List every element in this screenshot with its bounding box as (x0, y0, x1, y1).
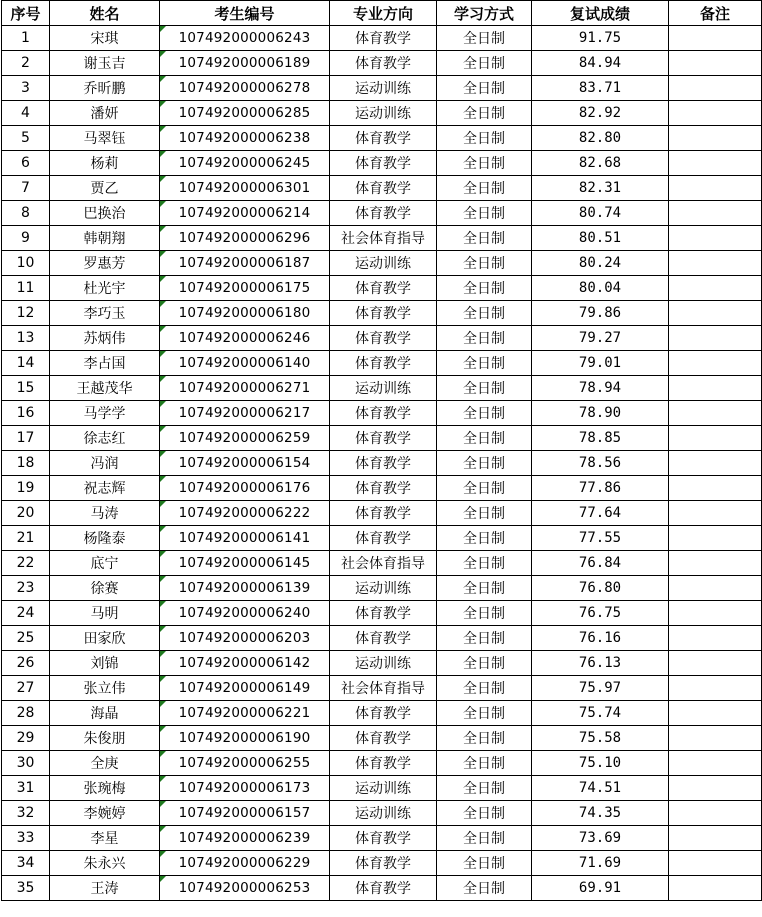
header-study-mode: 学习方式 (437, 1, 532, 26)
cell-remark[interactable] (669, 426, 762, 451)
cell-study-mode[interactable]: 全日制 (437, 726, 532, 751)
cell-major[interactable]: 运动训练 (330, 76, 437, 101)
cell-exam-no[interactable]: 107492000006139 (160, 576, 330, 601)
cell-index[interactable]: 29 (2, 726, 50, 751)
cell-major[interactable]: 体育教学 (330, 201, 437, 226)
cell-index[interactable]: 16 (2, 401, 50, 426)
cell-exam-no[interactable]: 107492000006157 (160, 801, 330, 826)
cell-exam-no[interactable]: 107492000006255 (160, 751, 330, 776)
cell-remark[interactable] (669, 401, 762, 426)
cell-index[interactable]: 32 (2, 801, 50, 826)
cell-score[interactable]: 75.10 (532, 751, 669, 776)
cell-major[interactable]: 运动训练 (330, 376, 437, 401)
table-row (2, 76, 762, 101)
table-row (2, 26, 762, 51)
cell-remark[interactable] (669, 451, 762, 476)
table-row (2, 351, 762, 376)
cell-name[interactable]: 罗惠芳 (50, 251, 160, 276)
table-row (2, 701, 762, 726)
cell-exam-no[interactable]: 107492000006278 (160, 76, 330, 101)
table-row (2, 126, 762, 151)
cell-name[interactable]: 底宁 (50, 551, 160, 576)
cell-major[interactable]: 体育教学 (330, 426, 437, 451)
cell-remark[interactable] (669, 576, 762, 601)
cell-study-mode[interactable]: 全日制 (437, 201, 532, 226)
cell-score[interactable]: 76.13 (532, 651, 669, 676)
cell-study-mode[interactable]: 全日制 (437, 26, 532, 51)
cell-study-mode[interactable]: 全日制 (437, 276, 532, 301)
cell-major[interactable]: 体育教学 (330, 476, 437, 501)
cell-index[interactable]: 9 (2, 226, 50, 251)
cell-index[interactable]: 31 (2, 776, 50, 801)
table-row (2, 426, 762, 451)
cell-major[interactable]: 体育教学 (330, 601, 437, 626)
cell-exam-no[interactable]: 107492000006214 (160, 201, 330, 226)
table-row (2, 451, 762, 476)
cell-major[interactable]: 体育教学 (330, 301, 437, 326)
cell-remark[interactable] (669, 51, 762, 76)
cell-exam-no[interactable]: 107492000006229 (160, 851, 330, 876)
cell-index[interactable]: 14 (2, 351, 50, 376)
cell-remark[interactable] (669, 751, 762, 776)
cell-score[interactable]: 91.75 (532, 26, 669, 51)
cell-exam-no[interactable]: 107492000006187 (160, 251, 330, 276)
cell-score[interactable]: 79.01 (532, 351, 669, 376)
cell-name[interactable]: 宋琪 (50, 26, 160, 51)
cell-index[interactable]: 17 (2, 426, 50, 451)
cell-major[interactable]: 体育教学 (330, 51, 437, 76)
cell-index[interactable]: 10 (2, 251, 50, 276)
cell-remark[interactable] (669, 26, 762, 51)
table-row (2, 326, 762, 351)
cell-major[interactable]: 体育教学 (330, 751, 437, 776)
cell-major[interactable]: 体育教学 (330, 151, 437, 176)
cell-exam-no[interactable]: 107492000006240 (160, 601, 330, 626)
cell-study-mode[interactable]: 全日制 (437, 51, 532, 76)
cell-major[interactable]: 运动训练 (330, 576, 437, 601)
table-row (2, 176, 762, 201)
cell-score[interactable]: 80.04 (532, 276, 669, 301)
header-major: 专业方向 (330, 1, 437, 26)
cell-index[interactable]: 35 (2, 876, 50, 901)
cell-study-mode[interactable]: 全日制 (437, 776, 532, 801)
cell-index[interactable]: 13 (2, 326, 50, 351)
cell-major[interactable]: 体育教学 (330, 401, 437, 426)
cell-exam-no[interactable]: 107492000006296 (160, 226, 330, 251)
cell-remark[interactable] (669, 176, 762, 201)
cell-index[interactable]: 7 (2, 176, 50, 201)
table-row (2, 776, 762, 801)
cell-exam-no[interactable]: 107492000006243 (160, 26, 330, 51)
cell-remark[interactable] (669, 76, 762, 101)
cell-exam-no[interactable]: 107492000006180 (160, 301, 330, 326)
cell-score[interactable]: 75.58 (532, 726, 669, 751)
table-row (2, 151, 762, 176)
cell-name[interactable]: 乔昕鹏 (50, 76, 160, 101)
table-row (2, 376, 762, 401)
cell-score[interactable]: 75.74 (532, 701, 669, 726)
table-row (2, 526, 762, 551)
cell-remark[interactable] (669, 801, 762, 826)
cell-exam-no[interactable]: 107492000006141 (160, 526, 330, 551)
cell-remark[interactable] (669, 851, 762, 876)
cell-major[interactable]: 体育教学 (330, 276, 437, 301)
cell-remark[interactable] (669, 151, 762, 176)
table-row (2, 851, 762, 876)
cell-score[interactable]: 80.24 (532, 251, 669, 276)
cell-index[interactable]: 25 (2, 626, 50, 651)
cell-score[interactable]: 74.35 (532, 801, 669, 826)
cell-index[interactable]: 34 (2, 851, 50, 876)
header-exam-no: 考生编号 (160, 1, 330, 26)
cell-exam-no[interactable]: 107492000006176 (160, 476, 330, 501)
cell-exam-no[interactable]: 107492000006145 (160, 551, 330, 576)
cell-study-mode[interactable]: 全日制 (437, 826, 532, 851)
cell-exam-no[interactable]: 107492000006238 (160, 126, 330, 151)
cell-remark[interactable] (669, 226, 762, 251)
cell-index[interactable]: 28 (2, 701, 50, 726)
cell-remark[interactable] (669, 726, 762, 751)
cell-score[interactable]: 80.74 (532, 201, 669, 226)
cell-study-mode[interactable]: 全日制 (437, 601, 532, 626)
cell-name[interactable]: 李婉婷 (50, 801, 160, 826)
cell-exam-no[interactable]: 107492000006217 (160, 401, 330, 426)
cell-score[interactable]: 79.27 (532, 326, 669, 351)
table-row (2, 276, 762, 301)
cell-name[interactable]: 杨莉 (50, 151, 160, 176)
cell-remark[interactable] (669, 826, 762, 851)
cell-remark[interactable] (669, 601, 762, 626)
table-row (2, 501, 762, 526)
cell-study-mode[interactable]: 全日制 (437, 626, 532, 651)
cell-remark[interactable] (669, 101, 762, 126)
cell-index[interactable]: 26 (2, 651, 50, 676)
cell-study-mode[interactable]: 全日制 (437, 501, 532, 526)
cell-name[interactable]: 全庚 (50, 751, 160, 776)
cell-index[interactable]: 18 (2, 451, 50, 476)
cell-remark[interactable] (669, 251, 762, 276)
cell-major[interactable]: 体育教学 (330, 351, 437, 376)
cell-exam-no[interactable]: 107492000006140 (160, 351, 330, 376)
table-row (2, 476, 762, 501)
cell-study-mode[interactable]: 全日制 (437, 326, 532, 351)
cell-major[interactable]: 体育教学 (330, 851, 437, 876)
table-body (2, 26, 762, 901)
cell-remark[interactable] (669, 126, 762, 151)
cell-name[interactable]: 张琬梅 (50, 776, 160, 801)
cell-exam-no[interactable]: 107492000006173 (160, 776, 330, 801)
cell-major[interactable]: 体育教学 (330, 26, 437, 51)
cell-score[interactable]: 79.86 (532, 301, 669, 326)
cell-study-mode[interactable]: 全日制 (437, 101, 532, 126)
cell-exam-no[interactable]: 107492000006189 (160, 51, 330, 76)
cell-index[interactable]: 20 (2, 501, 50, 526)
cell-score[interactable]: 77.86 (532, 476, 669, 501)
cell-remark[interactable] (669, 326, 762, 351)
header-remark: 备注 (669, 1, 762, 26)
cell-study-mode[interactable]: 全日制 (437, 226, 532, 251)
cell-study-mode[interactable]: 全日制 (437, 651, 532, 676)
cell-name[interactable]: 田家欣 (50, 626, 160, 651)
cell-index[interactable]: 19 (2, 476, 50, 501)
cell-index[interactable]: 8 (2, 201, 50, 226)
cell-name[interactable]: 潘妍 (50, 101, 160, 126)
cell-index[interactable]: 33 (2, 826, 50, 851)
cell-study-mode[interactable]: 全日制 (437, 376, 532, 401)
cell-name[interactable]: 王涛 (50, 876, 160, 901)
table-row (2, 51, 762, 76)
cell-name[interactable]: 徐赛 (50, 576, 160, 601)
cell-name[interactable]: 谢玉吉 (50, 51, 160, 76)
header-name: 姓名 (50, 1, 160, 26)
cell-index[interactable]: 23 (2, 576, 50, 601)
table-row (2, 601, 762, 626)
cell-exam-no[interactable]: 107492000006259 (160, 426, 330, 451)
cell-study-mode[interactable]: 全日制 (437, 426, 532, 451)
cell-major[interactable]: 体育教学 (330, 726, 437, 751)
cell-remark[interactable] (669, 701, 762, 726)
cell-study-mode[interactable]: 全日制 (437, 251, 532, 276)
cell-index[interactable]: 22 (2, 551, 50, 576)
table-row (2, 801, 762, 826)
table-row (2, 676, 762, 701)
table-row (2, 651, 762, 676)
cell-score[interactable]: 76.16 (532, 626, 669, 651)
cell-score[interactable]: 76.84 (532, 551, 669, 576)
cell-name[interactable]: 张立伟 (50, 676, 160, 701)
cell-study-mode[interactable]: 全日制 (437, 351, 532, 376)
cell-exam-no[interactable]: 107492000006301 (160, 176, 330, 201)
cell-major[interactable]: 社会体育指导 (330, 226, 437, 251)
table-row (2, 251, 762, 276)
cell-major[interactable]: 体育教学 (330, 526, 437, 551)
cell-name[interactable]: 马明 (50, 601, 160, 626)
cell-name[interactable]: 海晶 (50, 701, 160, 726)
cell-study-mode[interactable]: 全日制 (437, 551, 532, 576)
cell-remark[interactable] (669, 501, 762, 526)
cell-study-mode[interactable]: 全日制 (437, 401, 532, 426)
cell-name[interactable]: 冯润 (50, 451, 160, 476)
cell-index[interactable]: 27 (2, 676, 50, 701)
cell-major[interactable]: 运动训练 (330, 651, 437, 676)
cell-exam-no[interactable]: 107492000006253 (160, 876, 330, 901)
cell-study-mode[interactable]: 全日制 (437, 876, 532, 901)
cell-major[interactable]: 体育教学 (330, 876, 437, 901)
cell-exam-no[interactable]: 107492000006175 (160, 276, 330, 301)
cell-remark[interactable] (669, 301, 762, 326)
cell-score[interactable]: 78.90 (532, 401, 669, 426)
cell-remark[interactable] (669, 551, 762, 576)
cell-major[interactable]: 社会体育指导 (330, 676, 437, 701)
cell-name[interactable]: 朱俊朋 (50, 726, 160, 751)
cell-index[interactable]: 15 (2, 376, 50, 401)
cell-study-mode[interactable]: 全日制 (437, 851, 532, 876)
cell-exam-no[interactable]: 107492000006285 (160, 101, 330, 126)
header-row (2, 1, 762, 26)
cell-exam-no[interactable]: 107492000006221 (160, 701, 330, 726)
cell-score[interactable]: 84.94 (532, 51, 669, 76)
header-index: 序号 (2, 1, 50, 26)
cell-index[interactable]: 5 (2, 126, 50, 151)
table-row (2, 401, 762, 426)
cell-score[interactable]: 73.69 (532, 826, 669, 851)
cell-remark[interactable] (669, 526, 762, 551)
cell-major[interactable]: 体育教学 (330, 176, 437, 201)
cell-major[interactable]: 体育教学 (330, 626, 437, 651)
cell-index[interactable]: 4 (2, 101, 50, 126)
cell-major[interactable]: 体育教学 (330, 326, 437, 351)
cell-index[interactable]: 2 (2, 51, 50, 76)
table-row (2, 626, 762, 651)
cell-remark[interactable] (669, 776, 762, 801)
cell-score[interactable]: 77.55 (532, 526, 669, 551)
cell-score[interactable]: 74.51 (532, 776, 669, 801)
cell-score[interactable]: 83.71 (532, 76, 669, 101)
cell-score[interactable]: 77.64 (532, 501, 669, 526)
cell-major[interactable]: 体育教学 (330, 126, 437, 151)
cell-score[interactable]: 76.75 (532, 601, 669, 626)
cell-score[interactable]: 82.68 (532, 151, 669, 176)
cell-study-mode[interactable]: 全日制 (437, 676, 532, 701)
cell-index[interactable]: 24 (2, 601, 50, 626)
cell-score[interactable]: 69.91 (532, 876, 669, 901)
cell-name[interactable]: 马翠钰 (50, 126, 160, 151)
table-row (2, 876, 762, 901)
table-row (2, 751, 762, 776)
cell-study-mode[interactable]: 全日制 (437, 576, 532, 601)
cell-name[interactable]: 李占国 (50, 351, 160, 376)
cell-name[interactable]: 刘锦 (50, 651, 160, 676)
cell-study-mode[interactable]: 全日制 (437, 301, 532, 326)
results-table (1, 0, 762, 901)
cell-name[interactable]: 徐志红 (50, 426, 160, 451)
cell-study-mode[interactable]: 全日制 (437, 176, 532, 201)
cell-exam-no[interactable]: 107492000006246 (160, 326, 330, 351)
table-row (2, 726, 762, 751)
cell-study-mode[interactable]: 全日制 (437, 801, 532, 826)
cell-name[interactable]: 李巧玉 (50, 301, 160, 326)
cell-index[interactable]: 11 (2, 276, 50, 301)
cell-index[interactable]: 12 (2, 301, 50, 326)
cell-index[interactable]: 30 (2, 751, 50, 776)
cell-score[interactable]: 82.80 (532, 126, 669, 151)
cell-remark[interactable] (669, 276, 762, 301)
cell-name[interactable]: 韩朝翔 (50, 226, 160, 251)
cell-study-mode[interactable]: 全日制 (437, 701, 532, 726)
cell-study-mode[interactable]: 全日制 (437, 76, 532, 101)
header-score: 复试成绩 (532, 1, 669, 26)
cell-index[interactable]: 1 (2, 26, 50, 51)
cell-study-mode[interactable]: 全日制 (437, 751, 532, 776)
cell-major[interactable]: 体育教学 (330, 701, 437, 726)
cell-major[interactable]: 运动训练 (330, 101, 437, 126)
cell-score[interactable]: 78.94 (532, 376, 669, 401)
cell-major[interactable]: 体育教学 (330, 451, 437, 476)
cell-name[interactable]: 祝志辉 (50, 476, 160, 501)
cell-exam-no[interactable]: 107492000006271 (160, 376, 330, 401)
cell-exam-no[interactable]: 107492000006190 (160, 726, 330, 751)
table-row (2, 201, 762, 226)
cell-index[interactable]: 6 (2, 151, 50, 176)
cell-name[interactable]: 马涛 (50, 501, 160, 526)
cell-score[interactable]: 78.85 (532, 426, 669, 451)
cell-remark[interactable] (669, 351, 762, 376)
cell-remark[interactable] (669, 476, 762, 501)
cell-study-mode[interactable]: 全日制 (437, 476, 532, 501)
cell-score[interactable]: 80.51 (532, 226, 669, 251)
table-row (2, 576, 762, 601)
cell-remark[interactable] (669, 376, 762, 401)
cell-score[interactable]: 82.31 (532, 176, 669, 201)
cell-name[interactable]: 李星 (50, 826, 160, 851)
cell-score[interactable]: 76.80 (532, 576, 669, 601)
cell-remark[interactable] (669, 651, 762, 676)
table-row (2, 826, 762, 851)
cell-score[interactable]: 71.69 (532, 851, 669, 876)
table-row (2, 101, 762, 126)
cell-name[interactable]: 王越茂华 (50, 376, 160, 401)
cell-name[interactable]: 苏炳伟 (50, 326, 160, 351)
cell-name[interactable]: 巴换治 (50, 201, 160, 226)
cell-score[interactable]: 75.97 (532, 676, 669, 701)
table-row (2, 226, 762, 251)
cell-remark[interactable] (669, 876, 762, 901)
cell-exam-no[interactable]: 107492000006222 (160, 501, 330, 526)
cell-major[interactable]: 运动训练 (330, 801, 437, 826)
cell-exam-no[interactable]: 107492000006245 (160, 151, 330, 176)
cell-exam-no[interactable]: 107492000006154 (160, 451, 330, 476)
cell-remark[interactable] (669, 626, 762, 651)
cell-remark[interactable] (669, 201, 762, 226)
cell-study-mode[interactable]: 全日制 (437, 526, 532, 551)
cell-exam-no[interactable]: 107492000006149 (160, 676, 330, 701)
cell-name[interactable]: 朱永兴 (50, 851, 160, 876)
cell-major[interactable]: 社会体育指导 (330, 551, 437, 576)
cell-major[interactable]: 体育教学 (330, 826, 437, 851)
cell-index[interactable]: 21 (2, 526, 50, 551)
cell-score[interactable]: 82.92 (532, 101, 669, 126)
cell-name[interactable]: 杜光宇 (50, 276, 160, 301)
cell-major[interactable]: 体育教学 (330, 501, 437, 526)
cell-study-mode[interactable]: 全日制 (437, 151, 532, 176)
cell-name[interactable]: 贾乙 (50, 176, 160, 201)
table-row (2, 301, 762, 326)
cell-name[interactable]: 杨隆泰 (50, 526, 160, 551)
cell-study-mode[interactable]: 全日制 (437, 451, 532, 476)
cell-index[interactable]: 3 (2, 76, 50, 101)
cell-exam-no[interactable]: 107492000006142 (160, 651, 330, 676)
cell-exam-no[interactable]: 107492000006203 (160, 626, 330, 651)
cell-major[interactable]: 运动训练 (330, 251, 437, 276)
cell-major[interactable]: 运动训练 (330, 776, 437, 801)
cell-name[interactable]: 马学学 (50, 401, 160, 426)
table-row (2, 551, 762, 576)
cell-study-mode[interactable]: 全日制 (437, 126, 532, 151)
cell-remark[interactable] (669, 676, 762, 701)
cell-score[interactable]: 78.56 (532, 451, 669, 476)
cell-exam-no[interactable]: 107492000006239 (160, 826, 330, 851)
